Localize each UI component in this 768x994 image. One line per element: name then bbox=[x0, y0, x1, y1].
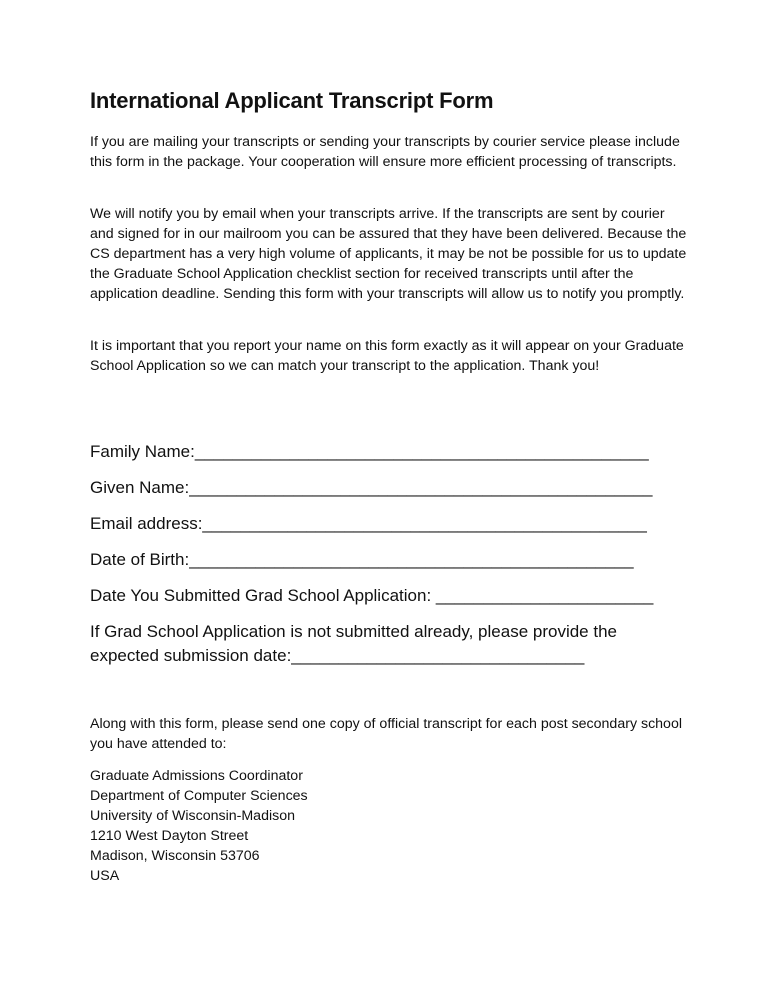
address-line: USA bbox=[90, 868, 120, 884]
closing-paragraph: Along with this form, please send one copy of official transcript for each post secondary school you have attended to: bbox=[90, 716, 682, 752]
expected-submission-date-field bbox=[90, 620, 690, 668]
address-line: University of Wisconsin-Madison bbox=[90, 808, 295, 824]
notification-paragraph: We will notify you by email when your transcripts arrive. If the transcripts are sent by courier and signed for in our mailroom you can be assured that they have been delivered. Because the CS department has a very high volume of applicants, it may be not be possible for us to update the Graduate School Application checklist section for received transcripts until after the application deadline. Sending this form with your transcripts will allow us to notify you promptly. bbox=[90, 206, 687, 302]
date-of-birth-field: Date of Birth:_______________________________________________ bbox=[90, 550, 634, 569]
date-submitted-field: Date You Submitted Grad School Application: _______________________ bbox=[90, 586, 654, 605]
family-name-field: Family Name:________________________________________________ bbox=[90, 442, 649, 461]
name-instruction-paragraph: It is important that you report your name on this form exactly as it will appear on your Graduate School Application so we can match your transcript to the application. Thank you! bbox=[90, 338, 684, 374]
intro-paragraph: If you are mailing your transcripts or sending your transcripts by courier service please include this form in the package. Your cooperation will ensure more efficient processing of transcripts. bbox=[90, 134, 680, 170]
expected-submission-line-1: If Grad School Application is not submitted already, please provide the bbox=[90, 622, 617, 641]
given-name-field: Given Name:_________________________________________________ bbox=[90, 478, 653, 497]
email-address-field: Email address:_______________________________________________ bbox=[90, 514, 647, 533]
page-title: International Applicant Transcript Form bbox=[90, 88, 494, 113]
address-line: Department of Computer Sciences bbox=[90, 788, 308, 804]
address-line: 1210 West Dayton Street bbox=[90, 828, 249, 844]
address-line: Graduate Admissions Coordinator bbox=[90, 768, 303, 784]
address-line: Madison, Wisconsin 53706 bbox=[90, 848, 260, 864]
mailing-address bbox=[90, 766, 308, 886]
expected-submission-line-2: expected submission date:_______________________________ bbox=[90, 646, 585, 665]
